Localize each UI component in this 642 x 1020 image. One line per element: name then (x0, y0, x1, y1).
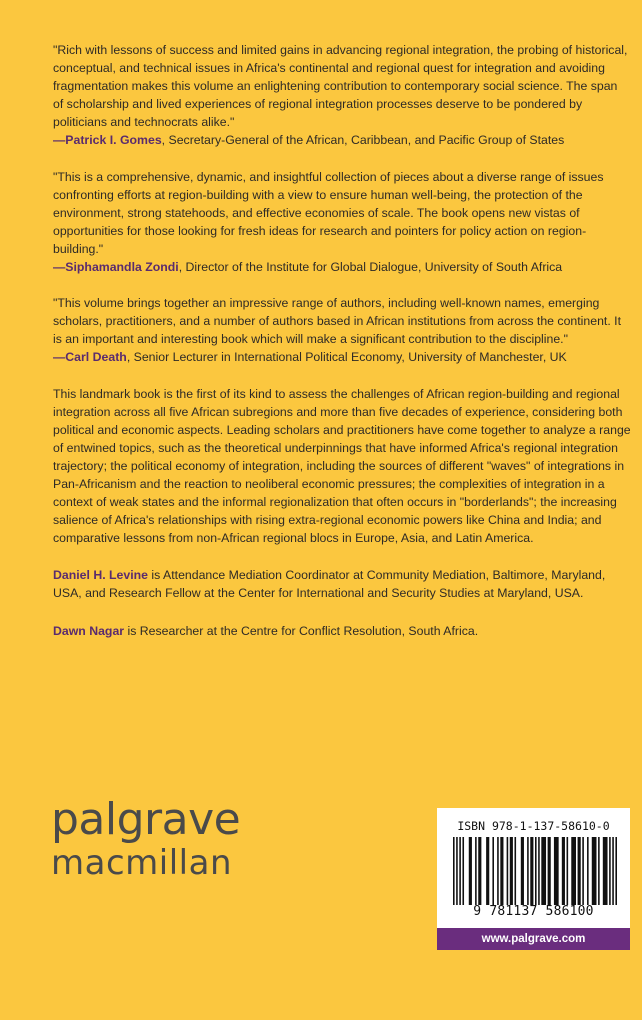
barcode-bar (510, 837, 513, 905)
barcode-bar (497, 837, 499, 905)
barcode-bar (478, 837, 481, 905)
publisher-logo (51, 794, 241, 883)
barcode-bar (500, 837, 503, 905)
endorser-name: —Patrick I. Gomes (53, 133, 162, 148)
barcode-bar (587, 837, 589, 905)
endorser-role: , Director of the Institute for Global Dialogue, University of South Africa (178, 260, 563, 275)
barcode-bar (453, 837, 455, 905)
endorsement-2 (53, 168, 631, 277)
author-bio: is Researcher at the Centre for Conflict Resolution, South Africa. (124, 623, 479, 638)
barcode-bar (562, 837, 565, 905)
barcode-bar (456, 837, 458, 905)
barcode-bar (530, 837, 533, 905)
endorsement-1 (53, 41, 631, 150)
barcode-bar (567, 837, 569, 905)
publisher-url: www.palgrave.com (437, 928, 630, 950)
barcode-bar (603, 837, 608, 905)
author-name: Dawn Nagar (53, 623, 125, 638)
endorser-role: , Secretary-General of the African, Caribbean, and Pacific Group of States (161, 133, 565, 148)
quote-text: "This is a comprehensive, dynamic, and insightful collection of pieces about a diverse range of issues confronting efforts at region-building with a view to ensure human well-being, the protection of the environment, strong statehoods, and effective economies of scale. The book opens new vistas of opportunities for those looking for fresh ideas for research and pointers for policy action on region-building." (53, 169, 604, 256)
barcode-bar (554, 837, 559, 905)
barcode-bar (459, 837, 461, 905)
barcode-bar (535, 837, 537, 905)
barcode-bar (598, 837, 600, 905)
barcode-bar (527, 837, 529, 905)
quote-text: "This volume brings together an impressive range of authors, including well-known names, emerging scholars, practitioners, and a number of authors based in African institutions from across the continent. It is an important and interesting book which will make a significant contribution to the discipline." (53, 296, 621, 347)
barcode-bar (462, 837, 464, 905)
endorser-name: —Carl Death (53, 350, 127, 365)
book-description: This landmark book is the first of its kind to assess the challenges of African region-building and regional integration across all five African subregions and more than five decades of experience, considering both political and economic aspects. Leading scholars and practitioners have come together to analyze a range of entwined topics, such as the theoretical underpinnings that have informed Africa's regional integration trajectory; the political economy of integration, including the sources of different "waves" of integrations in Pan-Africanism and the reaction to neoliberal economic pressures; the complexities of integration in a context of weak states and the informal regionalization that often occurs in "borderlands"; the increasing salience of Africa's relationships with rising extra-regional economic powers like China and India; and comparative lessons from non-African regional blocs in Europe, Asia, and Latin America. (53, 386, 631, 546)
barcode-bar (609, 837, 611, 905)
barcode-bar (469, 837, 472, 905)
barcode-digits: 9 781137 586100 (473, 904, 594, 919)
barcode-bar (615, 837, 617, 905)
logo-line-2: macmillan (51, 843, 232, 883)
barcode-bars (451, 837, 619, 905)
endorsement-3 (53, 294, 631, 366)
back-cover-text (53, 41, 631, 661)
barcode-bar (475, 837, 477, 905)
author-bio-1 (53, 566, 631, 602)
author-bio: is Attendance Mediation Coordinator at Community Mediation, Baltimore, Maryland, USA, and Research Fellow at the Center for International and Security Studies at Maryland, USA. (53, 568, 606, 601)
barcode-bar (578, 837, 581, 905)
quote-text: "Rich with lessons of success and limited gains in advancing regional integration, the probing of historical, conceptual, and technical issues in Africa's continental and regional quest for integration and avoiding fragmentation makes this volume an enlightening contribution to contemporary social science. The span of scholarship and lived experiences of regional integration processes deserve to be pondered by politicians and technocrats alike." (53, 43, 628, 130)
barcode-bar (515, 837, 517, 905)
barcode-bar (612, 837, 614, 905)
barcode-bar (582, 837, 584, 905)
barcode-bar (548, 837, 551, 905)
barcode-bar (541, 837, 546, 905)
barcode-bar (521, 837, 524, 905)
barcode-bar (538, 837, 540, 905)
author-name: Daniel H. Levine (53, 568, 148, 583)
barcode-bar (492, 837, 494, 905)
barcode-bar (507, 837, 509, 905)
endorser-name: —Siphamandla Zondi (53, 260, 179, 275)
endorser-role: , Senior Lecturer in International Political Economy, University of Manchester, UK (126, 350, 567, 365)
logo-line-1: palgrave (51, 794, 241, 845)
isbn-label: ISBN 978-1-137-58610-0 (457, 819, 610, 833)
barcode-bar (486, 837, 489, 905)
author-bio-2 (53, 622, 631, 640)
isbn-barcode (437, 808, 630, 950)
barcode-bar (571, 837, 576, 905)
barcode-bar (592, 837, 597, 905)
